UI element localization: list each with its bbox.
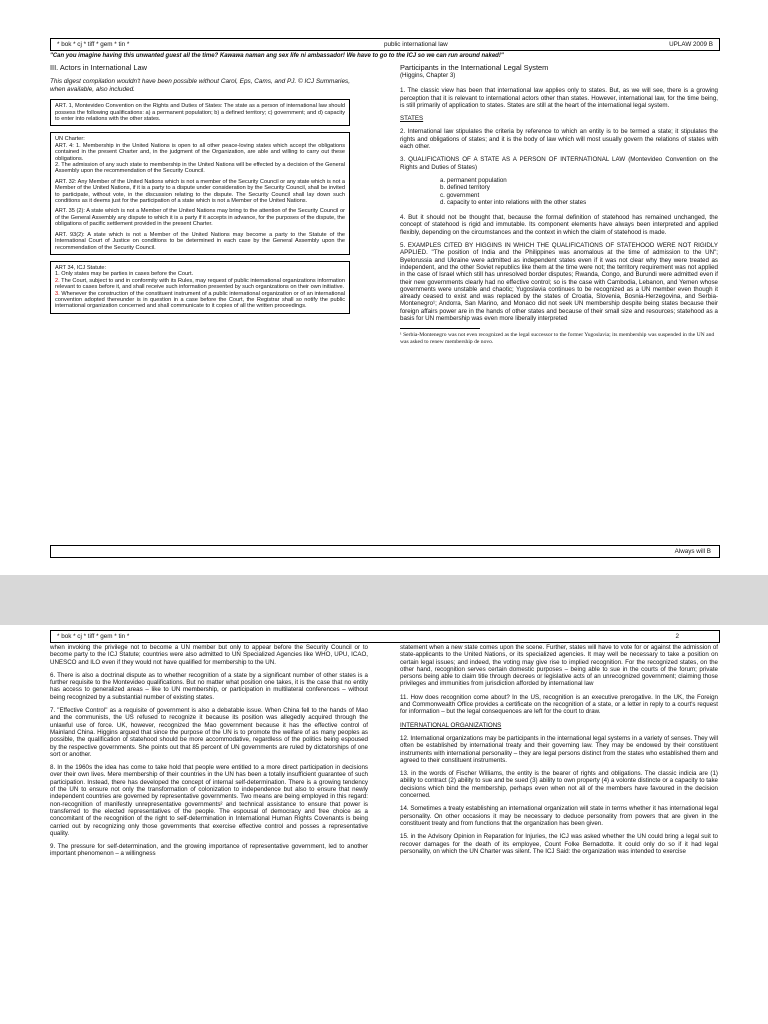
footnote: ¹ Serbia-Montenegro was not even recognized as the legal successor to the former Yugoslavia; its membership was suspended in the UN and was asked to renew membership de novo.	[400, 332, 715, 345]
right-column	[400, 64, 718, 346]
section-title: III. Actors in International Law	[50, 63, 147, 72]
icj-para2: 2. The Court, subject to and in conformity with its Rules, may request of public international organizations information relevant to cases before it, and shall receive such information presented by such organizations on their own initiative.	[55, 277, 345, 291]
participants-subtitle: (Higgins, Chapter 3)	[400, 72, 456, 79]
para-9: 9. The pressure for self-determination, and the growing importance of representative government, led to another important phenomenon – a willingness	[50, 843, 368, 858]
footnote-divider	[400, 328, 480, 329]
art32-text: ART. 32: Any Member of the United Nations which is not a member of the Security Council or any state which is not a Member of the United Nations, if it is a party to a dispute under consideration by the Security Council, shall be invited to participate, without vote, in the discussion relating to the dispute. The Security Council shall lay down such conditions as it deems just for the participation of a state which is not a Member of the United Nations.	[55, 178, 345, 205]
art4-para1: ART. 4: 1. Membership in the United Nations is open to all other peace-loving states which accept the obligations contained in the present Charter and, in the judgment of the Organization, are able and willing to carry out these obligations.	[55, 142, 345, 162]
montevideo-text: ART. 1, Montevideo Convention on the Rights and Duties of States: The state as a person of international law should possess the following qualifications: a) a permanent population; b) a defined territory; c) government; and d) capacity to enter into relations with the other states.	[55, 103, 345, 122]
un-charter-heading: UN Charter:	[55, 136, 85, 143]
page-header	[50, 630, 720, 643]
montevideo-box	[50, 99, 350, 126]
icj-statute-heading: ART 34, ICJ Statute:	[55, 264, 107, 271]
para-15: 15. in the Advisory Opinion in Reparation for Injuries, the ICJ was asked whether the UN could bring a legal suit to recover damages for the death of its employee, Count Folke Bernadotte. It could only do so if it had legal personality, on which the UN Charter was silent. The ICJ Said: the organization was intended to exercise	[400, 833, 718, 855]
para-3: 3. QUALIFICATIONS OF A STATE AS A PERSON OF INTERNATIONAL LAW (Montevideo Convention on the Rights and Duties of States)	[400, 156, 718, 171]
footer-text: Always will B	[674, 548, 711, 555]
para-7: 7. "Effective Control" as a requisite of government is also a debatable issue. When China fell to the hands of Mao and the communists, the US refused to recognize it because its position was allegedly acquired through the unlawful use of force. UK, however, recognized the Mao government because it has the effective control of Mainland China. Higgins argued that since the purpose of the UN is to promote the welfare of as many peoples as possible, the qualification of statehood should be more accommodative, regardless of the politics being espoused by the respective governments. She points out that 85 percent of UN governments are ruled by dictatorships of one sort or another.	[50, 707, 368, 758]
section-subtitle: This digest compilation wouldn't have been possible without Carol, Eps, Cams, and PJ. © ICJ Summaries, when available, also included.	[50, 78, 350, 93]
icj-para3-number: 3.	[55, 290, 60, 297]
page-header	[50, 38, 720, 51]
para-11: 11. How does recognition come about? In the US, recognition is an executive prerogative. In the UK, the Foreign and Commonwealth Office provides a certificate on the recognition of a state, or a letter in reply to a court's request for information – but the legal consequences are left for the court to draw.	[400, 693, 718, 716]
participants-title: Participants in the International Legal System	[400, 63, 549, 72]
qualifications-list	[440, 177, 718, 206]
left-column	[50, 64, 350, 320]
para-8: 8. In the 1960s the idea has come to take hold that people were entitled to a more direct participation in decisions over their own lives. Mere membership of their countries in the UN has been a totally insufficient guarantee of such participation. Instead, there has developed the concept of internal self-determination. There is a growing tendency of the UN to ensure not only the transformation of colonization to independence but also to ensure that newly independent countries are governed by representative governments. Two means are being employed in this regard: non-recognition of manifestly unrepresentative governments² and technical assistance to ensure that power is transferred to the elected representatives of the people. The espousal of democracy and free choice as a concomitant of the recognition of the right to self-determination in International Human Rights Covenants is being carried out by recognizing only those governments that exercise effective control and posses a representative quality.	[50, 764, 368, 837]
page-2	[0, 625, 768, 1024]
art93-text: ART. 93(2): A state which is not a Member of the United Nations may become a party to the Statute of the International Court of Justice on conditions to be determined in each case by the General Assembly upon the recommendation of the Security Council.	[55, 231, 345, 251]
icj-para3: 3. Whenever the construction of the constituent instrument of a public international organization or of an international convention adopted thereunder is in question in a case before the Court, the Registrar shall so notify the public international organization concerned and shall communicate to it copies of all the written proceedings.	[55, 290, 345, 310]
para-10-cont: statement when a new state comes upon the scene. Further, states will have to vote for or against the admission of state-applicants to the United Nations, or its specialized agencies. It may well be necessary to take a position on certain legal issues; and indeed, the voting may give rise to implied recognition. For the recognized states, on the other hand, recognition serves certain domestic purposes – being able to sue in the courts of the forum; private persons being able to claim title through decrees or legislative acts of an unrecognized government; claiming those privileges and immunities from jurisdiction afforded by international law	[400, 644, 718, 688]
right-column	[400, 644, 718, 861]
para-1: 1. The classic view has been that international law applies only to states. But, as we will see, there is a growing perception that it is relevant to international actors other than states. However, international law, for the time being, is still primarily of application to states. States are still at the heart of the international legal system.	[400, 87, 718, 109]
para-6: 6. There is also a doctrinal dispute as to whether recognition of a state by a significant number of other states is a further requisite to the Montevideo qualifications. But no matter what position one takes, it is the case that no entity has access to generalized areas – like to UN membership, or participation in multilateral conferences – without being recognized by a substantial number of existing states.	[50, 671, 368, 701]
list-item: c. government	[440, 191, 480, 199]
list-item: b. defined territory	[440, 184, 490, 192]
io-heading: INTERNATIONAL ORGANIZATIONS	[400, 721, 502, 729]
icj-statute-box	[50, 261, 350, 314]
header-quote: "Can you imagine having this unwanted guest all the time? Kawawa naman ang sex life ni ambassador! We have to go to the ICJ so we can run around naked!"	[50, 53, 504, 59]
left-column	[50, 644, 368, 864]
para-14: 14. Sometimes a treaty establishing an international organization will state in terms whether it has international legal personality. On other occasions it may be necessary to deduce personality from powers that are given in the constituent treaty and from functions that the organization has been given.	[400, 805, 718, 827]
para-cont: when invoking the privilege not to become a UN member but only to appear before the Security Council or to become party to the ICJ Statute; countries were also admitted to UN Specialized Agencies like WHO, UPU, ICAO, UNESCO and ILO even if they would not have qualified for membership to the UN.	[50, 644, 368, 666]
art4-para2: 2. The admission of any such state to membership in the United Nations will be effected by a decision of the General Assembly upon the recommendation of the Security Council.	[55, 162, 345, 175]
page-number: 2	[675, 633, 679, 640]
para-4: 4. But it should not be thought that, because the formal definition of statehood has remained unchanged, the concept of statehood is rigid and immutable. Its component elements have always been interpreted and applied flexibly, depending on the circumstances and the context in which the claim of statehood is made.	[400, 214, 718, 236]
icj-para1: 1. Only states may be parties in cases before the Court.	[55, 271, 194, 278]
art35-text: ART. 35 (2): A state which is not a Member of the United Nations may bring to the attention of the Security Council or of the General Assembly any dispute to which it is a party if it accepts in advance, for the purposes of the dispute, the obligations of pacific settlement provided in the present Charter.	[55, 208, 345, 228]
list-item: a. permanent population	[440, 176, 507, 184]
para-2: 2. International law stipulates the criteria by reference to which an entity is to be termed a state; it stipulates the rights and obligations of states; and it is the body of law which will most usually govern the relations of states with each other.	[400, 128, 718, 151]
states-heading: STATES	[400, 115, 424, 123]
header-left: * bok * cj * tiff * gem * tin *	[57, 41, 130, 48]
header-right: UPLAW 2009 B	[669, 41, 713, 48]
page-footer	[50, 545, 720, 558]
icj-para2-number: 2.	[55, 277, 60, 284]
header-left: * bok * cj * tiff * gem * tin *	[57, 633, 130, 640]
para-5: 5. EXAMPLES CITED BY HIGGINS IN WHICH THE QUALIFICATIONS OF STATEHOOD WERE NOT RIGIDLY APPLIED. "The position of India and the Philippines was anomalous at the time of admission to the UN"; Byelorussia and Ukraine were admitted as independent states even if it was not clear why they were treated as independent, and the other Soviet republics like them at the time were not; the territory requirement was not applied in the case of Israel which still has unresolved border disputes; Rwanda, Congo, and Burundi were admitted even if their new governments clearly had no effective control; so is the case with Cambodia, Lebanon, and Yemen whose governments were unstable and chaotic; Yugoslavia continues to be recognized as a UN member even though it already ceased to exist and was replaced by the states of Croatia, Slovenia, Bosnia-Herzegovina, and Serbia-Montenegro¹; Andorra, San Marino, and Monaco did not seek UN membership despite being states because their foreign affairs power are in the hands of other states and because of their small size and resources; statehood as a basis for UN membership was even more liberally interpreted	[400, 242, 718, 323]
header-center: public international law	[384, 41, 448, 48]
un-charter-box	[50, 132, 350, 255]
para-13: 13. in the words of Fischer Williams, the entity is the bearer of rights and obligations. The classic indicia are (1) ability to contract (2) ability to sue and be sued (3) ability to own property (4) a volonte distincte or a capacity to take decisions which bind the membership, perhaps even when not all of the members have favoured in the decision concerned.	[400, 770, 718, 800]
para-12: 12. International organizations may be participants in the international legal systems in a variety of senses. They will often be established by international treaty and their governing law. They may be endowed by their constituent instruments with international personality – they are legal persons distinct from the states who established them and agreed to their constituent instruments.	[400, 734, 718, 764]
list-item: d. capacity to enter into relations with the other states	[440, 198, 587, 206]
